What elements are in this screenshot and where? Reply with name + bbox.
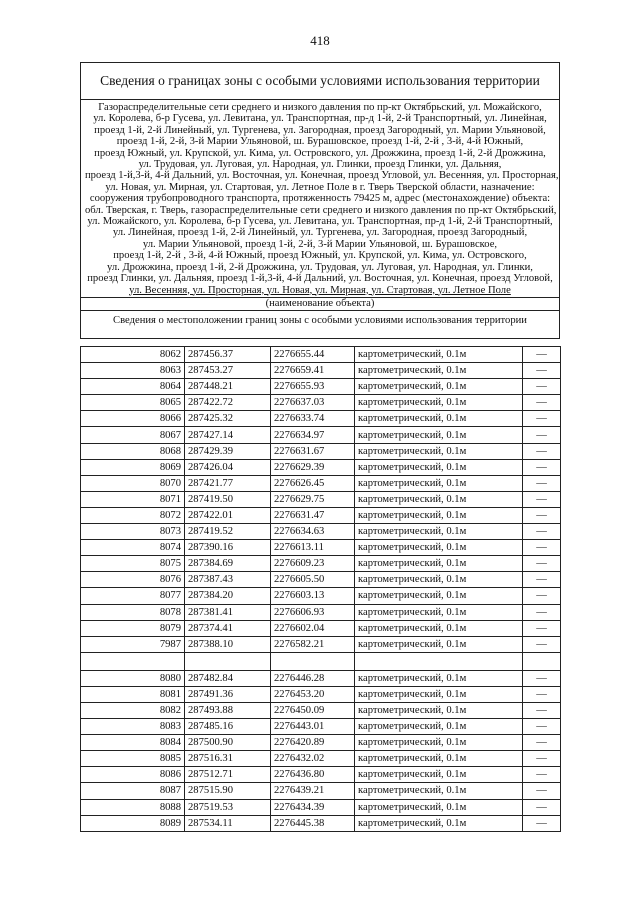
y-coordinate-cell: 2276631.67 bbox=[271, 443, 355, 459]
table-row bbox=[81, 815, 561, 831]
description-cell: — bbox=[523, 799, 561, 815]
description-line: сооружения трубопроводного транспорта, протяженность 79425 м, адрес (местонахождение) объекта: bbox=[89, 193, 551, 205]
table-row bbox=[81, 524, 561, 540]
method-cell: картометрический, 0.1м bbox=[355, 799, 523, 815]
description-cell: — bbox=[523, 524, 561, 540]
method-cell: картометрический, 0.1м bbox=[355, 379, 523, 395]
x-coordinate-cell: 287421.77 bbox=[185, 475, 271, 491]
object-name-caption: (наименование объекта) bbox=[81, 297, 559, 310]
point-number-cell: 8082 bbox=[81, 702, 185, 718]
point-number-cell: 8068 bbox=[81, 443, 185, 459]
table-row bbox=[81, 702, 561, 718]
method-cell: картометрический, 0.1м bbox=[355, 347, 523, 363]
table-row bbox=[81, 411, 561, 427]
point-number-cell: 7987 bbox=[81, 636, 185, 652]
description-cell: — bbox=[523, 363, 561, 379]
method-cell: картометрический, 0.1м bbox=[355, 363, 523, 379]
point-number-cell: 8069 bbox=[81, 459, 185, 475]
point-number-cell: 8080 bbox=[81, 670, 185, 686]
description-cell: — bbox=[523, 719, 561, 735]
table-row bbox=[81, 556, 561, 572]
x-coordinate-cell: 287390.16 bbox=[185, 540, 271, 556]
description-line: проезд 1-й, 2-й Линейный, ул. Тургенева, ул. Загородная, проезд Загородный, ул. Марии Ульяновой, bbox=[94, 124, 546, 136]
table-row bbox=[81, 767, 561, 783]
x-coordinate-cell: 287500.90 bbox=[185, 735, 271, 751]
method-cell: картометрический, 0.1м bbox=[355, 540, 523, 556]
description-cell: — bbox=[523, 379, 561, 395]
method-cell: картометрический, 0.1м bbox=[355, 459, 523, 475]
description-line: ул. Трудовая, ул. Луговая, ул. Народная, ул. Глинки, проезд Глинки, ул. Дальняя, bbox=[138, 159, 502, 171]
y-coordinate-cell: 2276629.75 bbox=[271, 491, 355, 507]
description-cell: — bbox=[523, 751, 561, 767]
description-cell: — bbox=[523, 783, 561, 799]
point-number-cell: 8076 bbox=[81, 572, 185, 588]
description-line: ул. Можайского, ул. Королева, б-р Гусева, ул. Левитана, ул. Транспортная, пр-д 1-й, 2-й Транспортный, bbox=[87, 216, 553, 228]
x-coordinate-cell: 287419.50 bbox=[185, 491, 271, 507]
x-coordinate-cell: 287516.31 bbox=[185, 751, 271, 767]
y-coordinate-cell: 2276655.93 bbox=[271, 379, 355, 395]
empty-cell bbox=[355, 652, 523, 670]
description-cell: — bbox=[523, 411, 561, 427]
y-coordinate-cell: 2276631.47 bbox=[271, 507, 355, 523]
description-cell: — bbox=[523, 427, 561, 443]
y-coordinate-cell: 2276603.13 bbox=[271, 588, 355, 604]
point-number-cell: 8088 bbox=[81, 799, 185, 815]
point-number-cell: 8086 bbox=[81, 767, 185, 783]
y-coordinate-cell: 2276439.21 bbox=[271, 783, 355, 799]
x-coordinate-cell: 287384.20 bbox=[185, 588, 271, 604]
description-cell: — bbox=[523, 588, 561, 604]
description-cell: — bbox=[523, 735, 561, 751]
description-line: обл. Тверская, г. Тверь, газораспределительные сети среднего и низкого давления по пр-кт Октябрьский, bbox=[85, 204, 557, 216]
description-cell: — bbox=[523, 556, 561, 572]
description-line: Газораспределительные сети среднего и низкого давления по пр-кт Октябрьский, ул. Можайского, bbox=[98, 102, 542, 113]
x-coordinate-cell: 287422.72 bbox=[185, 395, 271, 411]
x-coordinate-cell: 287482.84 bbox=[185, 670, 271, 686]
method-cell: картометрический, 0.1м bbox=[355, 604, 523, 620]
method-cell: картометрический, 0.1м bbox=[355, 620, 523, 636]
method-cell: картометрический, 0.1м bbox=[355, 815, 523, 831]
x-coordinate-cell: 287456.37 bbox=[185, 347, 271, 363]
description-cell: — bbox=[523, 459, 561, 475]
y-coordinate-cell: 2276582.21 bbox=[271, 636, 355, 652]
method-cell: картометрический, 0.1м bbox=[355, 491, 523, 507]
x-coordinate-cell: 287381.41 bbox=[185, 604, 271, 620]
y-coordinate-cell: 2276613.11 bbox=[271, 540, 355, 556]
empty-cell bbox=[523, 652, 561, 670]
y-coordinate-cell: 2276453.20 bbox=[271, 686, 355, 702]
point-number-cell: 8072 bbox=[81, 507, 185, 523]
description-line: проезд 1-й,3-й, 4-й Дальний, ул. Восточная, ул. Конечная, проезд Угловой, ул. Весенняя, ул. Просторная, bbox=[85, 170, 559, 182]
point-number-cell: 8087 bbox=[81, 783, 185, 799]
x-coordinate-cell: 287519.53 bbox=[185, 799, 271, 815]
description-cell: — bbox=[523, 491, 561, 507]
y-coordinate-cell: 2276602.04 bbox=[271, 620, 355, 636]
description-line: проезд 1-й, 2-й, 3-й Марии Ульяновой, ш. Бурашовское, проезд 1-й, 2-й , 3-й, 4-й Южный, bbox=[116, 136, 524, 148]
description-line: ул. Новая, ул. Мирная, ул. Стартовая, ул. Летное Поле в г. Тверь Тверской области, назначение: bbox=[105, 181, 535, 193]
method-cell: картометрический, 0.1м bbox=[355, 636, 523, 652]
description-line: ул. Линейная, проезд 1-й, 2-й Линейный, ул. Тургенева, ул. Загородная, проезд Загородный, bbox=[112, 227, 528, 239]
point-number-cell: 8065 bbox=[81, 395, 185, 411]
point-number-cell: 8062 bbox=[81, 347, 185, 363]
y-coordinate-cell: 2276436.80 bbox=[271, 767, 355, 783]
description-cell: — bbox=[523, 572, 561, 588]
description-line: ул. Марии Ульяновой, проезд 1-й, 2-й, 3-й Марии Ульяновой, ш. Бурашовское, bbox=[142, 238, 498, 250]
description-cell: — bbox=[523, 540, 561, 556]
object-description bbox=[81, 100, 559, 297]
method-cell: картометрический, 0.1м bbox=[355, 556, 523, 572]
empty-cell bbox=[185, 652, 271, 670]
location-section-header: Сведения о местоположении границ зоны с особыми условиями использования территории bbox=[81, 310, 559, 338]
y-coordinate-cell: 2276655.44 bbox=[271, 347, 355, 363]
point-number-cell: 8084 bbox=[81, 735, 185, 751]
y-coordinate-cell: 2276626.45 bbox=[271, 475, 355, 491]
description-line: ул. Королева, б-р Гусева, ул. Левитана, ул. Транспортная, пр-д 1-й, 2-й Транспортный, ул. Линейная, bbox=[93, 113, 547, 125]
method-cell: картометрический, 0.1м bbox=[355, 411, 523, 427]
point-number-cell: 8079 bbox=[81, 620, 185, 636]
x-coordinate-cell: 287512.71 bbox=[185, 767, 271, 783]
x-coordinate-cell: 287388.10 bbox=[185, 636, 271, 652]
table-row bbox=[81, 751, 561, 767]
y-coordinate-cell: 2276606.93 bbox=[271, 604, 355, 620]
x-coordinate-cell: 287427.14 bbox=[185, 427, 271, 443]
x-coordinate-cell: 287429.39 bbox=[185, 443, 271, 459]
x-coordinate-cell: 287485.16 bbox=[185, 719, 271, 735]
table-row bbox=[81, 347, 561, 363]
method-cell: картометрический, 0.1м bbox=[355, 751, 523, 767]
separator-row bbox=[81, 652, 561, 670]
description-cell: — bbox=[523, 767, 561, 783]
y-coordinate-cell: 2276629.39 bbox=[271, 459, 355, 475]
table-row bbox=[81, 783, 561, 799]
point-number-cell: 8063 bbox=[81, 363, 185, 379]
method-cell: картометрический, 0.1м bbox=[355, 735, 523, 751]
x-coordinate-cell: 287534.11 bbox=[185, 815, 271, 831]
empty-cell bbox=[81, 652, 185, 670]
point-number-cell: 8077 bbox=[81, 588, 185, 604]
point-number-cell: 8074 bbox=[81, 540, 185, 556]
description-line: проезд 1-й, 2-й , 3-й, 4-й Южный, проезд Южный, ул. Крупской, ул. Кима, ул. Островского, bbox=[113, 250, 527, 262]
description-line: проезд Глинки, ул. Дальняя, проезд 1-й,3-й, 4-й Дальний, ул. Восточная, ул. Конечная, проезд Угловой, bbox=[87, 273, 553, 285]
document-title: Сведения о границах зоны с особыми условиями использования территории bbox=[81, 63, 559, 100]
coordinates-table bbox=[80, 346, 561, 832]
table-row bbox=[81, 719, 561, 735]
table-row bbox=[81, 540, 561, 556]
method-cell: картометрический, 0.1м bbox=[355, 443, 523, 459]
x-coordinate-cell: 287387.43 bbox=[185, 572, 271, 588]
point-number-cell: 8066 bbox=[81, 411, 185, 427]
method-cell: картометрический, 0.1м bbox=[355, 524, 523, 540]
x-coordinate-cell: 287493.88 bbox=[185, 702, 271, 718]
y-coordinate-cell: 2276659.41 bbox=[271, 363, 355, 379]
y-coordinate-cell: 2276445.38 bbox=[271, 815, 355, 831]
method-cell: картометрический, 0.1м bbox=[355, 507, 523, 523]
point-number-cell: 8085 bbox=[81, 751, 185, 767]
table-row bbox=[81, 636, 561, 652]
table-row bbox=[81, 572, 561, 588]
description-cell: — bbox=[523, 670, 561, 686]
x-coordinate-cell: 287422.01 bbox=[185, 507, 271, 523]
y-coordinate-cell: 2276634.97 bbox=[271, 427, 355, 443]
table-row bbox=[81, 395, 561, 411]
description-cell: — bbox=[523, 395, 561, 411]
description-line: ул. Весенняя, ул. Просторная, ул. Новая, ул. Мирная, ул. Стартовая, ул. Летное Поле bbox=[129, 284, 511, 296]
x-coordinate-cell: 287384.69 bbox=[185, 556, 271, 572]
table-row bbox=[81, 604, 561, 620]
y-coordinate-cell: 2276450.09 bbox=[271, 702, 355, 718]
method-cell: картометрический, 0.1м bbox=[355, 572, 523, 588]
page-number: 418 bbox=[310, 33, 330, 48]
description-cell: — bbox=[523, 620, 561, 636]
point-number-cell: 8067 bbox=[81, 427, 185, 443]
method-cell: картометрический, 0.1м bbox=[355, 475, 523, 491]
y-coordinate-cell: 2276443.01 bbox=[271, 719, 355, 735]
table-row bbox=[81, 588, 561, 604]
table-row bbox=[81, 475, 561, 491]
method-cell: картометрический, 0.1м bbox=[355, 670, 523, 686]
description-cell: — bbox=[523, 686, 561, 702]
x-coordinate-cell: 287453.27 bbox=[185, 363, 271, 379]
description-cell: — bbox=[523, 815, 561, 831]
method-cell: картометрический, 0.1м bbox=[355, 702, 523, 718]
method-cell: картометрический, 0.1м bbox=[355, 686, 523, 702]
description-cell: — bbox=[523, 475, 561, 491]
table-row bbox=[81, 735, 561, 751]
method-cell: картометрический, 0.1м bbox=[355, 588, 523, 604]
method-cell: картометрический, 0.1м bbox=[355, 767, 523, 783]
y-coordinate-cell: 2276446.28 bbox=[271, 670, 355, 686]
table-row bbox=[81, 620, 561, 636]
y-coordinate-cell: 2276434.39 bbox=[271, 799, 355, 815]
table-row bbox=[81, 427, 561, 443]
point-number-cell: 8089 bbox=[81, 815, 185, 831]
point-number-cell: 8064 bbox=[81, 379, 185, 395]
method-cell: картометрический, 0.1м bbox=[355, 395, 523, 411]
table-row bbox=[81, 686, 561, 702]
description-line: проезд Южный, ул. Крупской, ул. Кима, ул. Островского, ул. Дрожжина, проезд 1-й, 2-й Дрожжина, bbox=[94, 147, 546, 159]
point-number-cell: 8073 bbox=[81, 524, 185, 540]
description-cell: — bbox=[523, 702, 561, 718]
description-cell: — bbox=[523, 443, 561, 459]
method-cell: картометрический, 0.1м bbox=[355, 783, 523, 799]
table-row bbox=[81, 507, 561, 523]
table-row bbox=[81, 670, 561, 686]
description-line: ул. Дрожжина, проезд 1-й, 2-й Дрожжина, ул. Трудовая, ул. Луговая, ул. Народная, ул. Глинки, bbox=[107, 261, 533, 273]
description-cell: — bbox=[523, 347, 561, 363]
y-coordinate-cell: 2276432.02 bbox=[271, 751, 355, 767]
description-cell: — bbox=[523, 636, 561, 652]
point-number-cell: 8078 bbox=[81, 604, 185, 620]
x-coordinate-cell: 287426.04 bbox=[185, 459, 271, 475]
y-coordinate-cell: 2276633.74 bbox=[271, 411, 355, 427]
x-coordinate-cell: 287419.52 bbox=[185, 524, 271, 540]
point-number-cell: 8083 bbox=[81, 719, 185, 735]
table-row bbox=[81, 459, 561, 475]
y-coordinate-cell: 2276637.03 bbox=[271, 395, 355, 411]
description-cell: — bbox=[523, 604, 561, 620]
point-number-cell: 8075 bbox=[81, 556, 185, 572]
description-cell: — bbox=[523, 507, 561, 523]
table-row bbox=[81, 379, 561, 395]
x-coordinate-cell: 287374.41 bbox=[185, 620, 271, 636]
point-number-cell: 8081 bbox=[81, 686, 185, 702]
x-coordinate-cell: 287448.21 bbox=[185, 379, 271, 395]
y-coordinate-cell: 2276609.23 bbox=[271, 556, 355, 572]
table-row bbox=[81, 363, 561, 379]
point-number-cell: 8071 bbox=[81, 491, 185, 507]
method-cell: картометрический, 0.1м bbox=[355, 427, 523, 443]
table-row bbox=[81, 443, 561, 459]
y-coordinate-cell: 2276420.89 bbox=[271, 735, 355, 751]
table-row bbox=[81, 491, 561, 507]
point-number-cell: 8070 bbox=[81, 475, 185, 491]
method-cell: картометрический, 0.1м bbox=[355, 719, 523, 735]
y-coordinate-cell: 2276605.50 bbox=[271, 572, 355, 588]
y-coordinate-cell: 2276634.63 bbox=[271, 524, 355, 540]
zone-info-frame bbox=[80, 62, 560, 339]
table-row bbox=[81, 799, 561, 815]
x-coordinate-cell: 287515.90 bbox=[185, 783, 271, 799]
x-coordinate-cell: 287425.32 bbox=[185, 411, 271, 427]
empty-cell bbox=[271, 652, 355, 670]
x-coordinate-cell: 287491.36 bbox=[185, 686, 271, 702]
